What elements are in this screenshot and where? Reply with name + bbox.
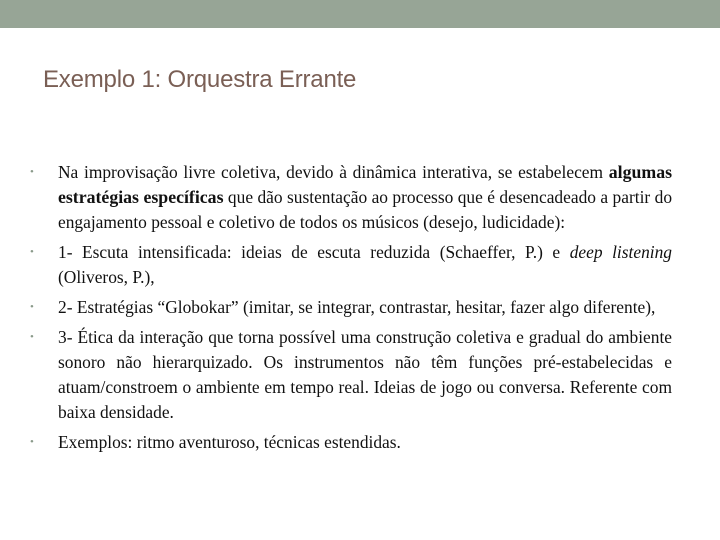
- bullet-text-2-before: 1- Escuta intensificada: ideias de escuta reduzida (Schaeffer, P.) e: [58, 242, 570, 262]
- bullet-dot-icon: •: [30, 246, 34, 258]
- bullet-text-2-after: (Oliveros, P.),: [58, 267, 155, 287]
- bullet-list: [30, 160, 672, 460]
- bullet-text-1-after: que dão sustentação ao processo que é desencadeado a partir do engajamento pessoal e coletivo de todos os músicos (desejo, ludicidade):: [58, 187, 673, 232]
- bullet-item-5: [30, 430, 672, 455]
- bullet-item-2: [30, 240, 672, 290]
- bullet-dot-icon: •: [30, 436, 34, 448]
- bullet-text-3: 2- Estratégias “Globokar” (imitar, se integrar, contrastar, hesitar, fazer algo diferente),: [58, 297, 656, 317]
- bullet-item-1: [30, 160, 672, 235]
- slide-title: Exemplo 1: Orquestra Errante: [43, 66, 357, 93]
- bullet-dot-icon: •: [30, 166, 34, 178]
- bullet-dot-icon: •: [30, 301, 34, 313]
- bullet-text-5: Exemplos: ritmo aventuroso, técnicas estendidas.: [58, 432, 401, 452]
- bullet-text-4: 3- Ética da interação que torna possível uma construção coletiva e gradual do ambiente sonoro não hierarquizado. Os instrumentos não têm funções pré-estabelecidas e atuam/constroem o ambiente em tempo real. Ideias de jogo ou conversa. Referente com baixa densidade.: [58, 327, 672, 422]
- bullet-item-4: [30, 325, 672, 425]
- top-accent-bar: [0, 0, 720, 28]
- bullet-item-3: [30, 295, 672, 320]
- bullet-text-1-bold: algumas estratégias específicas: [58, 162, 672, 207]
- bullet-text-1-before: Na improvisação livre coletiva, devido à dinâmica interativa, se estabelecem: [58, 162, 609, 182]
- bullet-dot-icon: •: [30, 331, 34, 343]
- bullet-text-2-italic: deep listening: [569, 242, 673, 262]
